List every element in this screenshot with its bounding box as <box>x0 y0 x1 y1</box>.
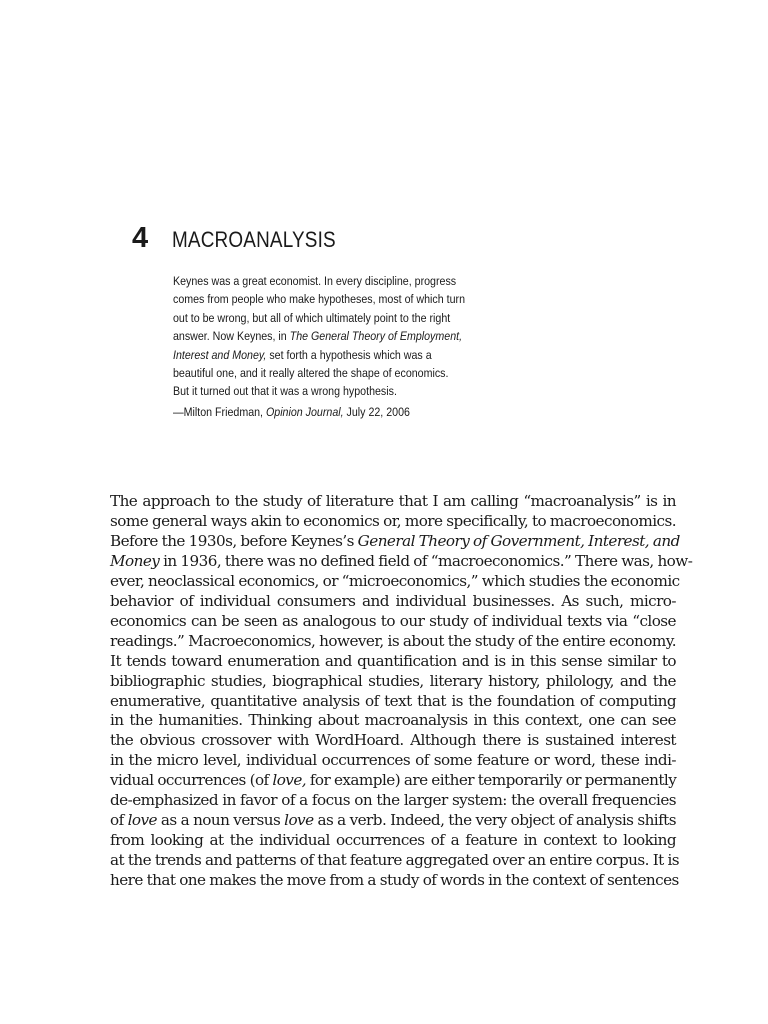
body-line: in the humanities. Thinking about macroanalysis in this context, one can see <box>110 711 676 730</box>
body-line: Before the 1930s, before Keynes’s General Theory of Government, Interest, and <box>110 531 680 550</box>
epigraph-line: Keynes was a great economist. In every discipline, progress <box>173 274 457 288</box>
body-line: some general ways akin to economics or, more specifically, to macroeconomics. <box>110 511 676 530</box>
body-line: Money in 1936, there was no defined field of “macroeconomics.” There was, how- <box>110 551 693 570</box>
epigraph-line: comes from people who make hypotheses, most of which turn <box>173 292 465 307</box>
epigraph <box>173 272 465 401</box>
epigraph-line: beautiful one, and it really altered the shape of economics. <box>173 366 449 381</box>
chapter-number: 4 <box>132 222 149 254</box>
book-title: The General Theory of Employment, <box>289 329 463 344</box>
body-line: economics can be seen as analogous to our study of individual texts via “close <box>110 611 676 630</box>
body-line: from looking at the individual occurrences of a feature in context to looking <box>110 831 676 850</box>
body-line: of love as a noun versus love as a verb. Indeed, the very object of analysis shifts <box>110 811 676 830</box>
chapter-heading <box>132 222 362 255</box>
body-line: It tends toward enumeration and quantification and is in this sense similar to <box>110 651 676 670</box>
body-line: enumerative, quantitative analysis of text that is the foundation of computing <box>110 691 676 710</box>
attribution-source: Opinion Journal, <box>265 405 344 419</box>
body-line: here that one makes the move from a study of words in the context of sentences <box>110 871 679 890</box>
body-line: bibliographic studies, biographical studies, literary history, philology, and the <box>110 671 676 690</box>
body-line: readings.” Macroeconomics, however, is about the study of the entire economy. <box>110 631 676 650</box>
body-line: de-emphasized in favor of a focus on the larger system: the overall frequencies <box>110 791 676 810</box>
epigraph-line: But it turned out that it was a wrong hypothesis. <box>173 384 397 399</box>
body-line: vidual occurrences (of love, for example) are either temporarily or permanently <box>110 771 677 790</box>
body-line: in the micro level, individual occurrences of some feature or word, these indi- <box>110 751 676 770</box>
body-line: behavior of individual consumers and individual businesses. As such, micro- <box>110 591 676 610</box>
chapter-title: MACROANALYSIS <box>172 227 336 252</box>
body-line: The approach to the study of literature that I am calling “macroanalysis” is in <box>110 492 676 510</box>
epigraph-attribution: —Milton Friedman, Opinion Journal, July 22, 2006 <box>173 405 410 419</box>
body-line: ever, neoclassical economics, or “microeconomics,” which studies the economic <box>110 571 680 590</box>
epigraph-line: Interest and Money, set forth a hypothesis which was a <box>173 347 432 362</box>
body-line: the obvious crossover with WordHoard. Although there is sustained interest <box>110 731 676 750</box>
body-line: at the trends and patterns of that feature aggregated over an entire corpus. It is <box>110 851 680 870</box>
epigraph-line: out to be wrong, but all of which ultimately point to the right <box>173 310 451 325</box>
book-title-cont: Interest and Money, <box>173 347 267 362</box>
epigraph-line: answer. Now Keynes, in The General Theory of Employment, <box>173 329 463 344</box>
body-paragraph <box>110 492 693 891</box>
